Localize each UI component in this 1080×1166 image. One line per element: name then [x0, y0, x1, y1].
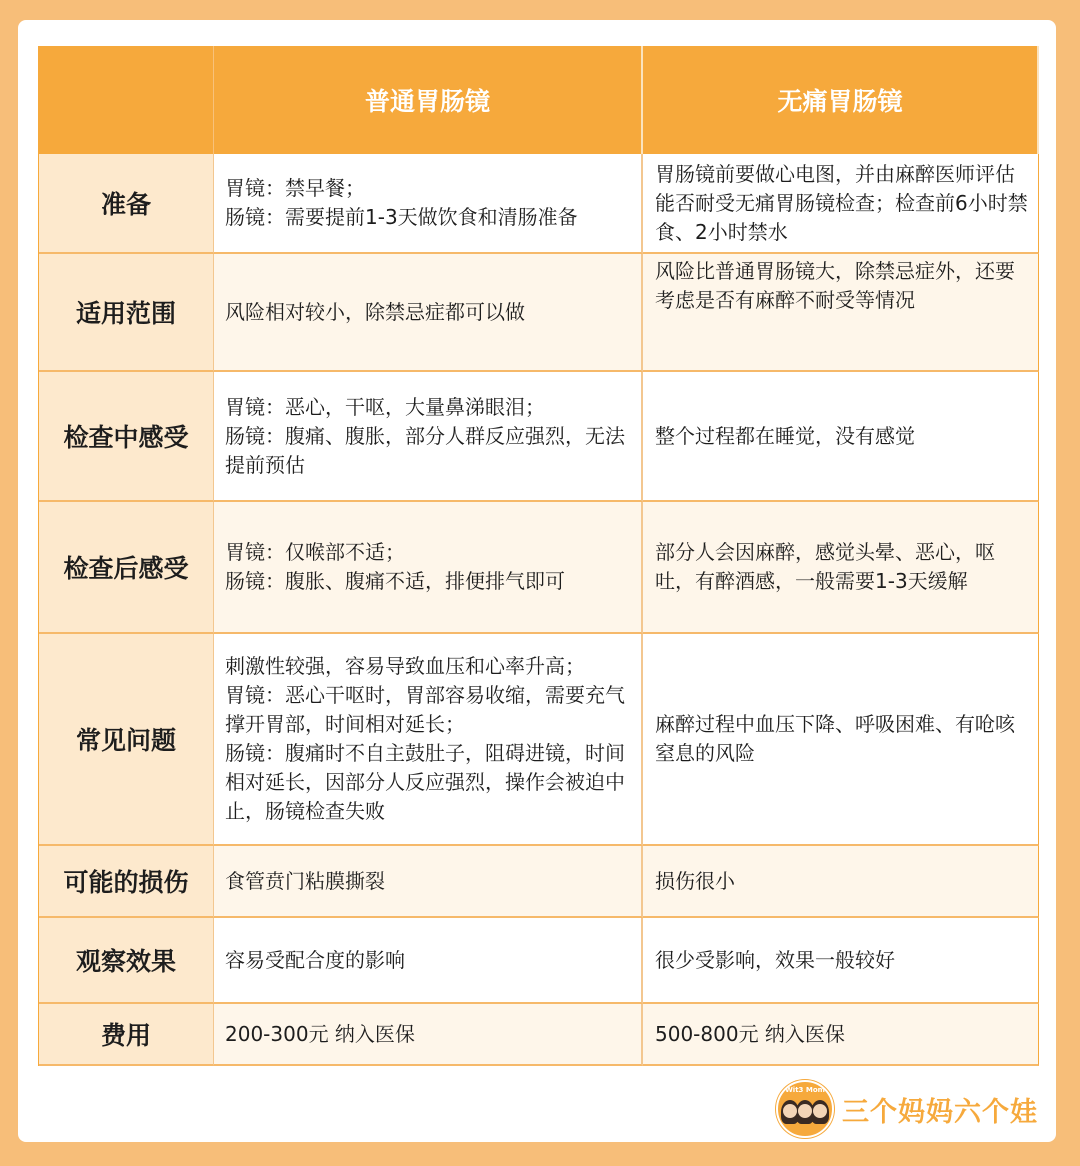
row-label-prep: 准备 [39, 154, 214, 254]
cell-ordinary-during: 胃镜：恶心，干呕，大量鼻涕眼泪； 肠镜：腹痛、腹胀，部分人群反应强烈，无法提前预估 [214, 372, 643, 502]
cell-painless-during: 整个过程都在睡觉，没有感觉 [643, 372, 1039, 502]
brand-watermark [776, 1080, 1038, 1138]
row-label-scope: 适用范围 [39, 254, 214, 372]
cell-painless-prep: 胃肠镜前要做心电图，并由麻醉医师评估能否耐受无痛胃肠镜检查；检查前6小时禁食、2小时禁水 [643, 154, 1039, 254]
row-label-effect: 观察效果 [39, 918, 214, 1004]
cell-painless-cost: 500-800元 纳入医保 [643, 1004, 1039, 1066]
cell-painless-damage: 损伤很小 [643, 846, 1039, 918]
cell-painless-scope: 风险比普通胃肠镜大，除禁忌症外，还要考虑是否有麻醉不耐受等情况 [643, 254, 1039, 372]
header-corner [39, 46, 214, 154]
cell-ordinary-scope: 风险相对较小，除禁忌症都可以做 [214, 254, 643, 372]
cell-ordinary-cost: 200-300元 纳入医保 [214, 1004, 643, 1066]
cell-ordinary-issues: 刺激性较强，容易导致血压和心率升高； 胃镜：恶心干呕时，胃部容易收缩，需要充气撑开胃部，时间相对延长； 肠镜：腹痛时不自主鼓肚子，阻碍进镜，时间相对延长，因部分人反应强烈，操作会被迫中止，肠镜检查失败 [214, 634, 643, 846]
cell-painless-after: 部分人会因麻醉，感觉头晕、恶心，呕吐，有醉酒感，一般需要1-3天缓解 [643, 502, 1039, 634]
cell-ordinary-effect: 容易受配合度的影响 [214, 918, 643, 1004]
cell-ordinary-damage: 食管贲门粘膜撕裂 [214, 846, 643, 918]
cell-ordinary-after: 胃镜：仅喉部不适； 肠镜：腹胀、腹痛不适，排便排气即可 [214, 502, 643, 634]
cell-painless-effect: 很少受影响，效果一般较好 [643, 918, 1039, 1004]
row-label-damage: 可能的损伤 [39, 846, 214, 918]
row-label-issues: 常见问题 [39, 634, 214, 846]
content-card [18, 20, 1056, 1142]
brand-logo [776, 1080, 834, 1138]
cell-ordinary-prep: 胃镜：禁早餐； 肠镜：需要提前1-3天做饮食和清肠准备 [214, 154, 643, 254]
comparison-table [38, 46, 1039, 1066]
row-label-after: 检查后感受 [39, 502, 214, 634]
row-label-cost: 费用 [39, 1004, 214, 1066]
header-painless: 无痛胃肠镜 [643, 46, 1039, 154]
row-label-during: 检查中感受 [39, 372, 214, 502]
brand-name: 三个妈妈六个娃 [842, 1096, 1038, 1128]
cell-painless-issues: 麻醉过程中血压下降、呼吸困难、有呛咳窒息的风险 [643, 634, 1039, 846]
header-ordinary: 普通胃肠镜 [214, 46, 643, 154]
brand-logo-text: Wit3 Mom [785, 1086, 825, 1094]
